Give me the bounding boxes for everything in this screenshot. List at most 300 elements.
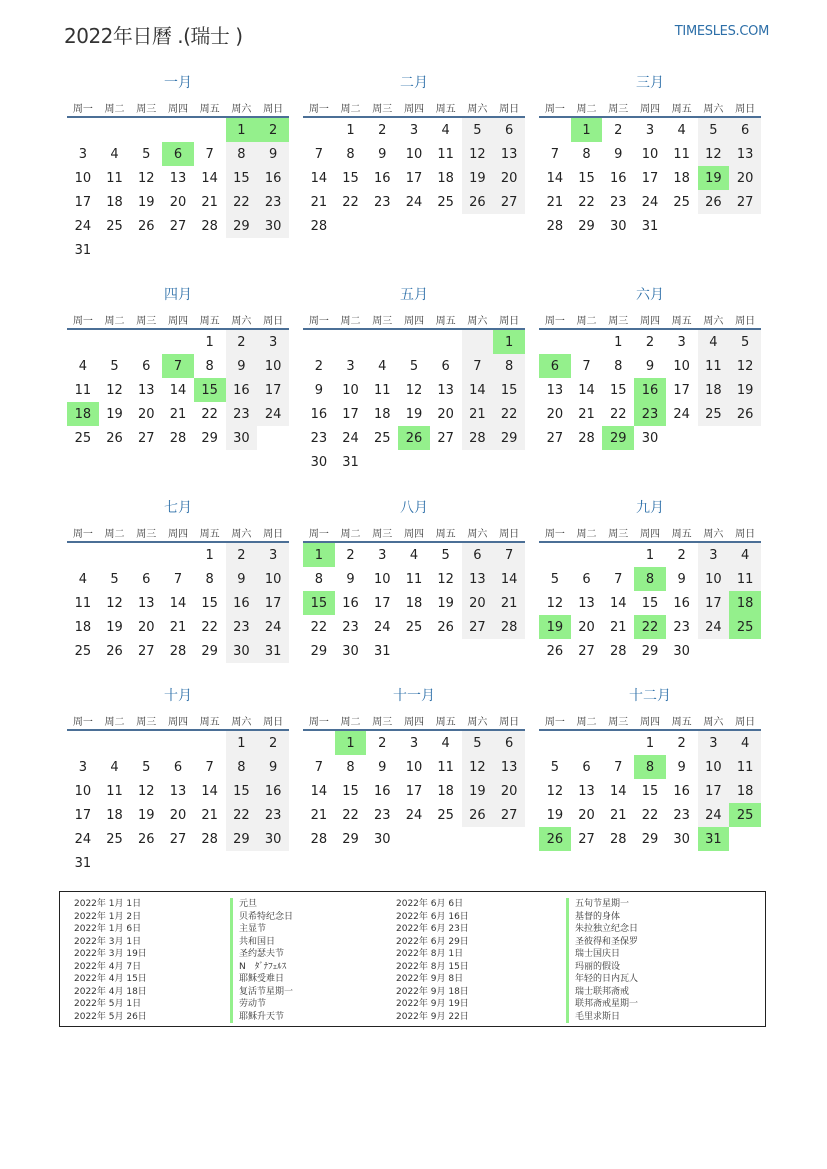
holiday-names-left — [230, 898, 399, 1023]
day-cell: 18 — [106, 807, 123, 823]
day-cell: 3 — [698, 542, 730, 567]
weekday-header: 周三 — [602, 98, 634, 117]
day-cell: 22 — [609, 406, 627, 422]
day-cell: 18 — [405, 595, 423, 611]
empty-cell — [398, 827, 430, 851]
day-cell: 5 — [110, 571, 119, 587]
day-cell: 11 — [106, 783, 123, 799]
holiday-date: 2022年 1月 1日 — [74, 899, 142, 909]
day-cell: 26 — [729, 402, 761, 426]
day-cell: 23 — [609, 194, 627, 210]
day-cell: 18 — [673, 170, 690, 186]
day-cell: 28 — [493, 615, 525, 639]
weekday-header: 周一 — [539, 523, 571, 542]
empty-cell — [99, 542, 131, 567]
day-cell: 5 — [142, 146, 151, 162]
day-cell: 3 — [409, 735, 419, 751]
weekday-header: 周二 — [335, 523, 367, 542]
month-name: 五月 — [400, 287, 428, 303]
day-cell: 15 — [641, 783, 659, 799]
day-cell: 12 — [437, 571, 454, 587]
day-cell: 20 — [578, 807, 595, 823]
day-cell: 12 — [137, 170, 155, 186]
day-cell: 12 — [405, 382, 423, 398]
day-cell: 1 — [226, 117, 258, 142]
empty-cell — [335, 329, 367, 354]
empty-cell — [99, 730, 131, 755]
weekday-header: 周三 — [130, 523, 162, 542]
holiday-name: 联邦斋戒星期一 — [575, 999, 639, 1009]
weekday-header: 周一 — [67, 310, 99, 329]
day-cell: 10 — [405, 759, 423, 775]
day-cell: 16 — [673, 783, 690, 799]
day-cell: 28 — [201, 218, 218, 234]
weekday-header: 周四 — [398, 98, 430, 117]
day-cell: 19 — [698, 166, 730, 190]
day-cell: 29 — [641, 643, 659, 659]
day-cell: 28 — [462, 426, 494, 450]
day-cell: 1 — [335, 730, 367, 755]
month-name: 六月 — [636, 287, 664, 303]
empty-cell — [194, 238, 226, 262]
day-cell: 27 — [137, 643, 155, 659]
empty-cell — [99, 238, 131, 262]
day-cell: 12 — [106, 382, 123, 398]
month-block — [303, 285, 525, 474]
empty-cell — [130, 329, 162, 354]
day-cell: 19 — [137, 807, 155, 823]
month-name: 九月 — [636, 500, 664, 516]
day-cell: 15 — [641, 595, 659, 611]
empty-cell — [303, 730, 335, 755]
day-cell: 13 — [578, 783, 595, 799]
day-cell: 25 — [74, 643, 92, 659]
day-cell: 16 — [373, 170, 391, 186]
weekday-header: 周一 — [303, 98, 335, 117]
day-cell: 21 — [462, 402, 494, 426]
weekday-header: 周五 — [194, 98, 226, 117]
day-cell: 31 — [257, 639, 289, 663]
day-cell: 24 — [405, 807, 423, 823]
day-cell: 8 — [493, 354, 525, 378]
weekday-header: 周五 — [666, 98, 698, 117]
empty-cell — [430, 639, 462, 663]
empty-cell — [335, 214, 367, 238]
empty-cell — [194, 730, 226, 755]
month-name: 三月 — [636, 75, 664, 91]
day-cell: 18 — [729, 779, 761, 803]
day-cell: 23 — [226, 615, 258, 639]
day-cell: 14 — [609, 783, 627, 799]
weekday-header: 周六 — [698, 711, 730, 730]
holiday-date: 2022年 6月 23日 — [396, 924, 469, 934]
holiday-name: 朱拉独立纪念日 — [575, 924, 639, 934]
day-cell: 7 — [314, 759, 323, 775]
day-cell: 11 — [405, 571, 423, 587]
day-cell: 20 — [137, 406, 155, 422]
day-cell: 30 — [673, 643, 690, 659]
weekday-header: 周五 — [430, 523, 462, 542]
day-cell: 20 — [493, 779, 525, 803]
day-cell: 4 — [729, 542, 761, 567]
day-cell: 7 — [205, 146, 214, 162]
day-cell: 19 — [539, 615, 571, 639]
day-cell: 3 — [677, 334, 686, 350]
weekday-header: 周二 — [99, 310, 131, 329]
day-cell: 23 — [257, 803, 289, 827]
day-cell: 6 — [539, 354, 571, 378]
day-cell: 22 — [226, 190, 258, 214]
day-cell: 31 — [342, 454, 359, 470]
holiday-name: 耶稣受难日 — [239, 974, 285, 984]
day-cell: 31 — [74, 855, 92, 871]
empty-cell — [226, 851, 258, 875]
day-cell: 26 — [539, 827, 571, 851]
holiday-date: 2022年 4月 7日 — [74, 961, 142, 972]
weekday-header: 周五 — [194, 711, 226, 730]
day-cell: 14 — [201, 170, 218, 186]
day-cell: 19 — [106, 619, 123, 635]
day-cell: 8 — [226, 142, 258, 166]
empty-cell — [571, 329, 603, 354]
day-cell: 31 — [641, 218, 659, 234]
day-cell: 2 — [257, 730, 289, 755]
weekday-header: 周日 — [493, 711, 525, 730]
month-block — [539, 498, 761, 663]
day-cell: 25 — [106, 218, 123, 234]
holiday-date: 2022年 4月 15日 — [74, 974, 147, 984]
day-cell: 6 — [162, 142, 194, 166]
day-cell: 10 — [373, 571, 391, 587]
month-block — [303, 686, 525, 851]
day-cell: 30 — [641, 430, 659, 446]
day-cell: 28 — [310, 218, 328, 234]
weekday-header: 周二 — [335, 98, 367, 117]
weekday-header: 周二 — [99, 98, 131, 117]
day-cell: 21 — [310, 807, 328, 823]
day-cell: 16 — [609, 170, 627, 186]
day-cell: 13 — [137, 595, 155, 611]
day-cell: 14 — [578, 382, 595, 398]
empty-cell — [366, 450, 398, 474]
day-cell: 23 — [342, 619, 359, 635]
day-cell: 17 — [373, 595, 391, 611]
weekday-header: 周日 — [257, 711, 289, 730]
day-cell: 5 — [142, 759, 151, 775]
day-cell: 27 — [578, 643, 595, 659]
day-cell: 29 — [201, 430, 218, 446]
day-cell: 6 — [173, 759, 183, 775]
day-cell: 6 — [142, 571, 151, 587]
day-cell: 21 — [201, 194, 218, 210]
holiday-name: 主显节 — [239, 924, 267, 934]
day-cell: 8 — [205, 358, 214, 374]
day-cell: 9 — [378, 146, 387, 162]
brand-link[interactable]: TIMESLES.COM — [674, 24, 769, 39]
day-cell: 2 — [677, 547, 686, 563]
day-cell: 27 — [437, 430, 454, 446]
day-cell: 9 — [257, 142, 289, 166]
month-block — [303, 73, 525, 238]
day-cell: 3 — [346, 358, 355, 374]
day-cell: 29 — [578, 218, 595, 234]
day-cell: 9 — [314, 382, 323, 398]
weekday-header: 周一 — [303, 310, 335, 329]
month-name: 八月 — [400, 500, 428, 516]
day-cell: 30 — [257, 827, 289, 851]
day-cell: 25 — [106, 831, 123, 847]
day-cell: 4 — [409, 547, 419, 563]
day-cell: 11 — [729, 567, 761, 591]
day-cell: 3 — [257, 329, 289, 354]
day-cell: 30 — [373, 831, 391, 847]
weekday-header: 周三 — [366, 711, 398, 730]
day-cell: 6 — [462, 542, 494, 567]
holiday-date: 2022年 9月 18日 — [396, 986, 469, 997]
weekday-header: 周六 — [698, 98, 730, 117]
empty-cell — [366, 329, 398, 354]
day-cell: 29 — [226, 214, 258, 238]
day-cell: 27 — [729, 190, 761, 214]
day-cell: 17 — [342, 406, 359, 422]
weekday-header: 周三 — [602, 310, 634, 329]
day-cell: 7 — [614, 571, 623, 587]
day-cell: 9 — [257, 755, 289, 779]
holiday-date: 2022年 6月 6日 — [396, 899, 464, 909]
day-cell: 7 — [162, 354, 194, 378]
holiday-date: 2022年 3月 1日 — [74, 936, 142, 947]
day-cell: 30 — [226, 639, 258, 663]
day-cell: 28 — [609, 643, 627, 659]
day-cell: 11 — [74, 595, 92, 611]
empty-cell — [67, 542, 99, 567]
day-cell: 12 — [698, 142, 730, 166]
day-cell: 15 — [303, 591, 335, 615]
empty-cell — [130, 730, 162, 755]
day-cell: 25 — [373, 430, 391, 446]
weekday-header: 周五 — [194, 310, 226, 329]
day-cell: 20 — [169, 194, 187, 210]
empty-cell — [571, 542, 603, 567]
weekday-header: 周五 — [430, 310, 462, 329]
day-cell: 3 — [78, 759, 87, 775]
day-cell: 24 — [257, 402, 289, 426]
empty-cell — [493, 450, 525, 474]
day-cell: 26 — [437, 619, 454, 635]
day-cell: 16 — [342, 595, 359, 611]
day-cell: 25 — [729, 803, 761, 827]
holiday-name: 瑞士联邦斋戒 — [575, 986, 630, 997]
weekday-header: 周三 — [602, 711, 634, 730]
day-cell: 23 — [373, 194, 391, 210]
day-cell: 15 — [578, 170, 595, 186]
empty-cell — [462, 214, 494, 238]
day-cell: 27 — [462, 615, 494, 639]
day-cell: 13 — [137, 382, 155, 398]
day-cell: 4 — [698, 329, 730, 354]
day-cell: 15 — [342, 783, 359, 799]
day-cell: 26 — [546, 643, 564, 659]
day-cell: 21 — [310, 194, 328, 210]
day-cell: 3 — [645, 122, 655, 138]
day-cell: 28 — [609, 831, 627, 847]
empty-cell — [398, 329, 430, 354]
day-cell: 22 — [310, 619, 328, 635]
holiday-date: 2022年 9月 8日 — [396, 974, 464, 984]
empty-cell — [729, 639, 761, 663]
day-cell: 10 — [673, 358, 690, 374]
day-cell: 12 — [106, 595, 123, 611]
day-cell: 8 — [205, 571, 214, 587]
day-cell: 13 — [546, 382, 564, 398]
holiday-name: 耶稣升天节 — [239, 1011, 285, 1022]
holiday-dates-left — [74, 898, 224, 1023]
day-cell: 24 — [405, 194, 423, 210]
day-cell: 15 — [493, 378, 525, 402]
day-cell: 14 — [310, 783, 328, 799]
day-cell: 12 — [137, 783, 155, 799]
day-cell: 1 — [303, 542, 335, 567]
day-cell: 21 — [609, 619, 627, 635]
day-cell: 7 — [462, 354, 494, 378]
day-cell: 27 — [578, 831, 595, 847]
holiday-date: 2022年 4月 18日 — [74, 986, 147, 997]
day-cell: 27 — [546, 430, 564, 446]
empty-cell — [162, 329, 194, 354]
day-cell: 9 — [614, 146, 623, 162]
day-cell: 12 — [546, 783, 564, 799]
month-name: 四月 — [164, 287, 192, 303]
day-cell: 25 — [729, 615, 761, 639]
day-cell: 14 — [609, 595, 627, 611]
day-cell: 8 — [582, 146, 591, 162]
weekday-header: 周一 — [67, 711, 99, 730]
day-cell: 15 — [342, 170, 359, 186]
empty-cell — [493, 639, 525, 663]
day-cell: 14 — [462, 378, 494, 402]
weekday-header: 周二 — [99, 711, 131, 730]
day-cell: 30 — [673, 831, 690, 847]
weekday-header: 周日 — [257, 523, 289, 542]
month-block — [67, 73, 289, 262]
day-cell: 22 — [201, 619, 218, 635]
day-cell: 2 — [226, 542, 258, 567]
day-cell: 30 — [226, 426, 258, 450]
day-cell: 19 — [462, 166, 494, 190]
day-cell: 3 — [698, 730, 730, 755]
empty-cell — [398, 214, 430, 238]
weekday-header: 周四 — [634, 711, 666, 730]
day-cell: 11 — [729, 755, 761, 779]
day-cell: 19 — [546, 807, 564, 823]
day-cell: 29 — [641, 831, 659, 847]
empty-cell — [602, 730, 634, 755]
day-cell: 10 — [74, 783, 92, 799]
holiday-date: 2022年 1月 6日 — [74, 924, 142, 934]
holiday-date: 2022年 5月 1日 — [74, 999, 142, 1009]
day-cell: 26 — [106, 643, 123, 659]
day-cell: 14 — [546, 170, 564, 186]
empty-cell — [462, 329, 494, 354]
day-cell: 28 — [546, 218, 564, 234]
day-cell: 1 — [205, 334, 214, 350]
day-cell: 20 — [578, 619, 595, 635]
day-cell: 26 — [137, 218, 155, 234]
holiday-date: 2022年 9月 22日 — [396, 1011, 469, 1022]
day-cell: 30 — [310, 454, 328, 470]
day-cell: 13 — [729, 142, 761, 166]
month-name: 七月 — [164, 500, 192, 516]
day-cell: 31 — [698, 827, 730, 851]
day-cell: 13 — [493, 755, 525, 779]
weekday-header: 周六 — [462, 98, 494, 117]
day-cell: 4 — [441, 735, 450, 751]
holiday-name: 劳动节 — [239, 999, 267, 1009]
day-cell: 16 — [257, 166, 289, 190]
day-cell: 10 — [641, 146, 659, 162]
day-cell: 28 — [201, 831, 218, 847]
day-cell: 4 — [110, 146, 119, 162]
empty-cell — [430, 329, 462, 354]
empty-cell — [729, 827, 761, 851]
day-cell: 8 — [346, 146, 355, 162]
day-cell: 20 — [546, 406, 564, 422]
holiday-name: 毛里求斯日 — [575, 1011, 621, 1022]
day-cell: 6 — [142, 358, 151, 374]
month-name: 十二月 — [629, 688, 671, 704]
empty-cell — [539, 117, 571, 142]
day-cell: 23 — [257, 190, 289, 214]
day-cell: 1 — [205, 547, 214, 563]
day-cell: 13 — [493, 142, 525, 166]
day-cell: 3 — [409, 122, 419, 138]
day-cell: 20 — [437, 406, 454, 422]
day-cell: 4 — [110, 759, 119, 775]
day-cell: 16 — [634, 378, 666, 402]
day-cell: 21 — [169, 619, 187, 635]
month-block — [67, 686, 289, 875]
day-cell: 16 — [373, 783, 391, 799]
holiday-names-right — [566, 898, 735, 1023]
day-cell: 21 — [493, 591, 525, 615]
day-cell: 13 — [169, 783, 187, 799]
day-cell: 14 — [493, 567, 525, 591]
day-cell: 17 — [405, 783, 423, 799]
day-cell: 5 — [698, 117, 730, 142]
day-cell: 13 — [462, 567, 494, 591]
day-cell: 25 — [437, 807, 454, 823]
weekday-header: 周四 — [398, 523, 430, 542]
day-cell: 17 — [405, 170, 423, 186]
month-block — [539, 686, 761, 851]
day-cell: 8 — [634, 567, 666, 591]
day-cell: 19 — [137, 194, 155, 210]
weekday-header: 周一 — [67, 523, 99, 542]
month-block — [67, 498, 289, 663]
day-cell: 10 — [257, 354, 289, 378]
weekday-header: 周日 — [729, 98, 761, 117]
day-cell: 15 — [194, 378, 226, 402]
empty-cell — [539, 730, 571, 755]
day-cell: 22 — [578, 194, 595, 210]
holiday-date: 2022年 8月 15日 — [396, 961, 469, 972]
empty-cell — [493, 214, 525, 238]
empty-cell — [226, 238, 258, 262]
day-cell: 4 — [78, 358, 87, 374]
day-cell: 12 — [462, 142, 494, 166]
empty-cell — [67, 329, 99, 354]
day-cell: 27 — [169, 831, 187, 847]
